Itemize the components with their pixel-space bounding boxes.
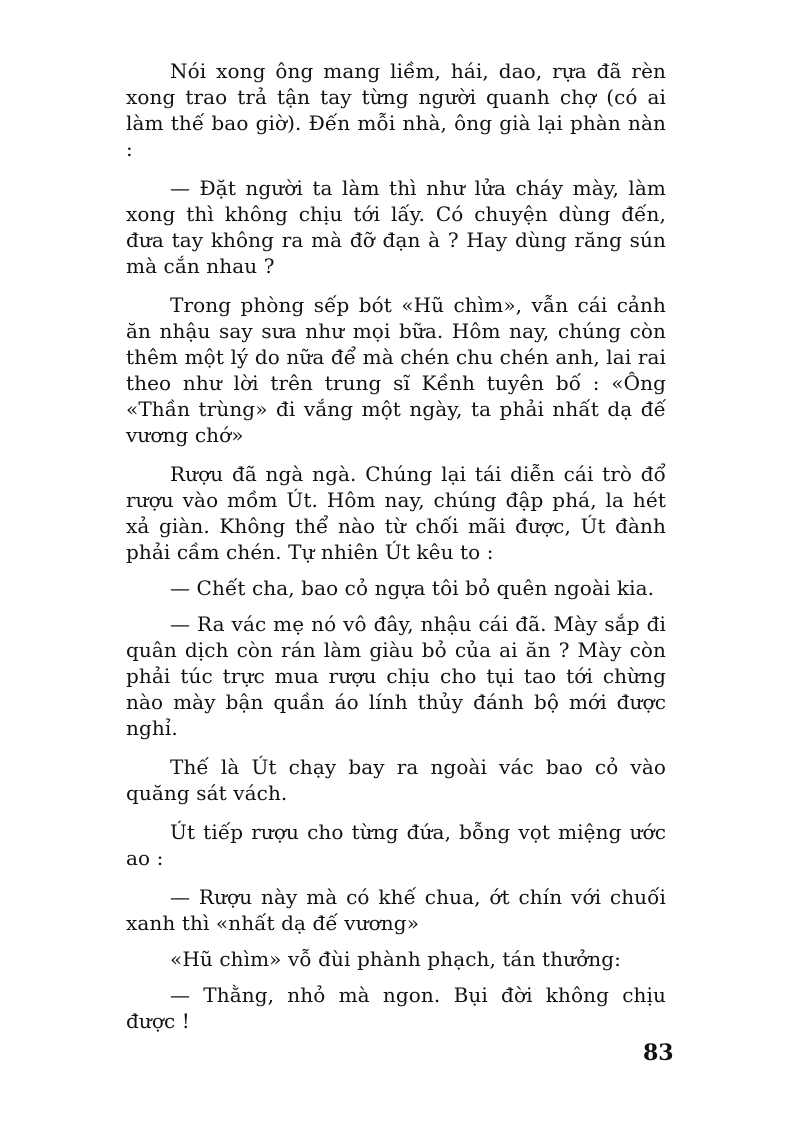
paragraph-3: Trong phòng sếp bót «Hũ chìm», vẫn cái cảnh ăn nhậu say sưa như mọi bữa. Hôm nay, chúng còn thêm một lý do nữa để mà chén chu chén anh, lai rai theo như lời trên trung sĩ Kềnh tuyên bố : «Ông «Thần trùng» đi vắng một ngày, ta phải nhất dạ đế vương chớ» xyxy=(126,293,666,447)
paragraph-1: Nói xong ông mang liềm, hái, dao, rựa đã rèn xong trao trả tận tay từng người quanh chợ (có ai làm thế bao giờ). Đến mỗi nhà, ông già lại phàn nàn : xyxy=(126,59,666,161)
paragraph-7: Thế là Út chạy bay ra ngoài vác bao cỏ vào quăng sát vách. xyxy=(126,755,666,805)
book-page-body xyxy=(126,58,666,1047)
paragraph-8: Út tiếp rượu cho từng đứa, bỗng vọt miệng ước ao : xyxy=(126,820,666,870)
paragraph-2-dialogue: — Đặt người ta làm thì như lửa cháy mày, làm xong thì không chịu tới lấy. Có chuyện dùng đến, đưa tay không ra mà đỡ đạn à ? Hay dùng răng sún mà cắn nhau ? xyxy=(126,176,666,278)
paragraph-10: «Hũ chìm» vỗ đùi phành phạch, tán thưởng: xyxy=(170,947,621,971)
paragraph-6-dialogue: — Ra vác mẹ nó vô đây, nhậu cái đã. Mày sắp đi quân dịch còn rán làm giàu bỏ của ai ăn ? Mày còn phải túc trực mua rượu chịu cho tụi tao tới chừng nào mày bận quần áo lính thủy đánh bộ mới được nghỉ. xyxy=(126,612,666,740)
paragraph-11-dialogue: — Thằng, nhỏ mà ngon. Bụi đời không chịu được ! xyxy=(126,983,666,1033)
paragraph-9-dialogue: — Rượu này mà có khế chua, ớt chín với chuối xanh thì «nhất dạ đế vương» xyxy=(126,885,666,935)
paragraph-5-dialogue: — Chết cha, bao cỏ ngựa tôi bỏ quên ngoài kia. xyxy=(170,576,655,600)
page-number: 83 xyxy=(643,1040,674,1066)
paragraph-4: Rượu đã ngà ngà. Chúng lại tái diễn cái trò đổ rượu vào mồm Út. Hôm nay, chúng đập phá, la hét xả giàn. Không thể nào từ chối mãi được, Út đành phải cầm chén. Tự nhiên Út kêu to : xyxy=(126,462,666,564)
